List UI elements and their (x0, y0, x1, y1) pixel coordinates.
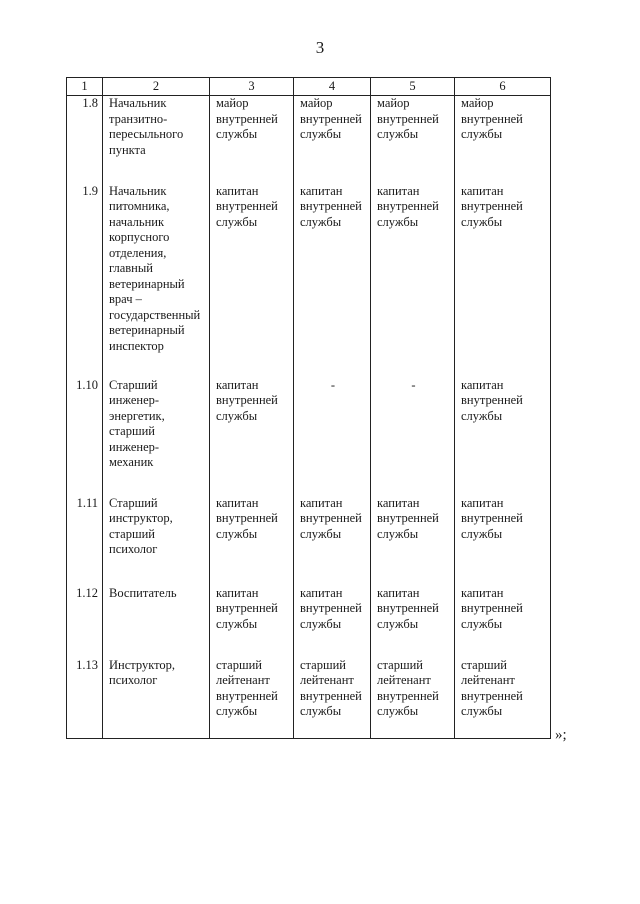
table-row (67, 378, 551, 496)
row-number: 1.10 (67, 378, 103, 496)
position-cell: Начальник питомника, начальник корпусного отделения, главный ветеринарный врач – государственный ветеринарный инспектор (103, 184, 210, 378)
row-number: 1.11 (67, 496, 103, 586)
rank-cell-col4: капитан внутренней службы (294, 496, 371, 586)
rank-cell-col6: старший лейтенант внутренней службы (455, 658, 551, 739)
table-row (67, 658, 551, 739)
position-cell: Инструктор, психолог (103, 658, 210, 739)
position-cell: Старший инструктор, старший психолог (103, 496, 210, 586)
column-header-6: 6 (455, 78, 551, 96)
column-header-4: 4 (294, 78, 371, 96)
rank-cell-col3: капитан внутренней службы (210, 496, 294, 586)
rank-cell-col4: капитан внутренней службы (294, 184, 371, 378)
table-row (67, 96, 551, 184)
row-number: 1.12 (67, 586, 103, 658)
rank-cell-col3: старший лейтенант внутренней службы (210, 658, 294, 739)
row-number: 1.13 (67, 658, 103, 739)
column-header-5: 5 (371, 78, 455, 96)
page-number: 3 (315, 38, 325, 57)
rank-cell-col3: капитан внутренней службы (210, 586, 294, 658)
rank-cell-col4: - (294, 378, 371, 496)
rank-cell-col6: майор внутренней службы (455, 96, 551, 184)
rank-cell-col6: капитан внутренней службы (455, 378, 551, 496)
rank-cell-col5: - (371, 378, 455, 496)
position-cell: Воспитатель (103, 586, 210, 658)
column-header-2: 2 (103, 78, 210, 96)
rank-cell-col4: старший лейтенант внутренней службы (294, 658, 371, 739)
rank-cell-col5: капитан внутренней службы (371, 496, 455, 586)
table-row (67, 184, 551, 378)
row-number: 1.8 (67, 96, 103, 184)
table-row (67, 496, 551, 586)
rank-table (66, 77, 551, 739)
rank-cell-col3: капитан внутренней службы (210, 378, 294, 496)
rank-cell-col5: капитан внутренней службы (371, 184, 455, 378)
column-header-3: 3 (210, 78, 294, 96)
rank-cell-col5: старший лейтенант внутренней службы (371, 658, 455, 739)
row-number: 1.9 (67, 184, 103, 378)
rank-cell-col6: капитан внутренней службы (455, 586, 551, 658)
table-row (67, 586, 551, 658)
rank-cell-col3: майор внутренней службы (210, 96, 294, 184)
table-header-row (67, 78, 551, 96)
rank-cell-col5: капитан внутренней службы (371, 586, 455, 658)
position-cell: Начальник транзитно- пересыльного пункта (103, 96, 210, 184)
rank-cell-col6: капитан внутренней службы (455, 496, 551, 586)
rank-cell-col3: капитан внутренней службы (210, 184, 294, 378)
rank-cell-col6: капитан внутренней службы (455, 184, 551, 378)
rank-cell-col4: майор внутренней службы (294, 96, 371, 184)
rank-cell-col4: капитан внутренней службы (294, 586, 371, 658)
rank-cell-col5: майор внутренней службы (371, 96, 455, 184)
position-cell: Старший инженер- энергетик, старший инженер- механик (103, 378, 210, 496)
closing-quote-mark: »; (555, 727, 567, 743)
column-header-1: 1 (67, 78, 103, 96)
